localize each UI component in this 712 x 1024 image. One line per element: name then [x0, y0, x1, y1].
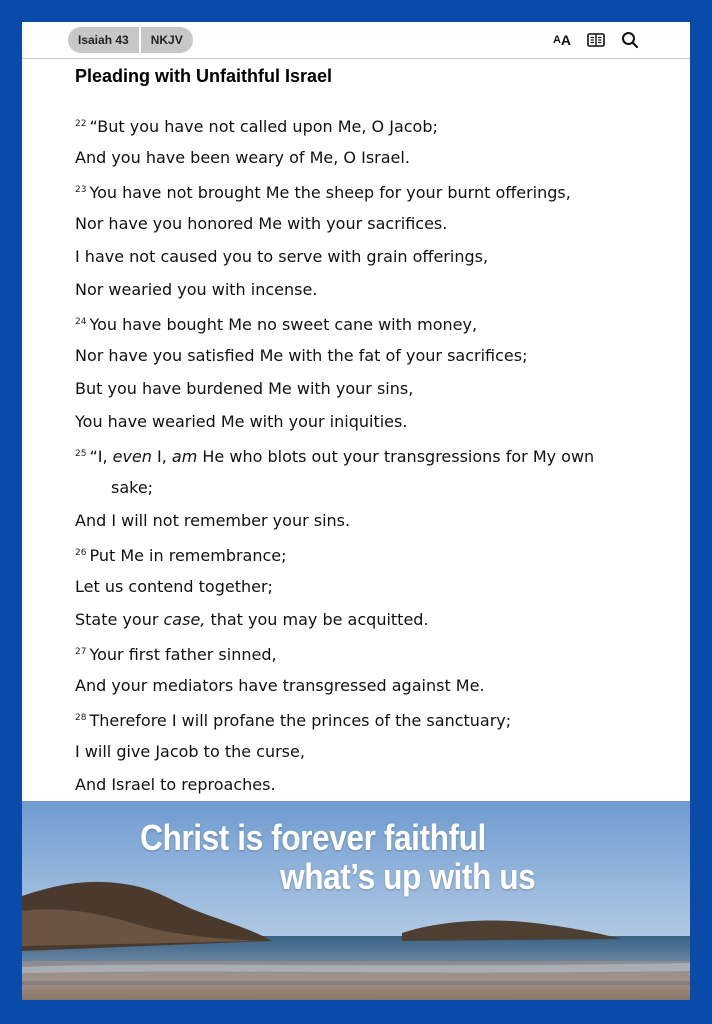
verse-line[interactable]	[75, 108, 665, 141]
banner-title-line2: what’s up with us	[280, 856, 536, 897]
verse-line[interactable]	[75, 636, 665, 669]
verse-text: “But you have not called upon Me, O Jacob;	[89, 117, 438, 136]
verse-number: 25	[75, 449, 87, 459]
verse-number: 24	[75, 317, 87, 327]
verse-line[interactable]	[75, 735, 665, 768]
verse-line[interactable]	[75, 207, 665, 240]
toolbar-icons	[552, 30, 640, 50]
verse-line[interactable]	[75, 339, 665, 372]
reference-pill	[68, 27, 193, 53]
reader-toolbar	[22, 22, 690, 59]
verse-text: Your first father sinned,	[89, 645, 277, 664]
verse-text: You have bought Me no sweet cane with money,	[89, 315, 478, 334]
verse-line[interactable]	[75, 768, 665, 801]
verse-text: And your mediators have transgressed against Me.	[75, 676, 485, 695]
verse-text: State your	[75, 610, 164, 629]
verse-text: Nor have you honored Me with your sacrifices.	[75, 214, 448, 233]
reader-frame	[22, 22, 690, 1000]
verse-line[interactable]	[75, 438, 665, 471]
verse-list	[75, 108, 665, 801]
verse-text-italic: case,	[163, 610, 206, 629]
verse-line[interactable]	[75, 702, 665, 735]
verse-number: 26	[75, 548, 87, 558]
verse-text: Nor wearied you with incense.	[75, 280, 318, 299]
translation-selector-button[interactable]: NKJV	[150, 33, 183, 47]
verse-line[interactable]	[75, 471, 665, 504]
font-size-small-glyph: A	[552, 34, 561, 46]
verse-text: And you have been weary of Me, O Israel.	[75, 148, 410, 167]
book-icon[interactable]	[586, 30, 606, 50]
verse-text: Put Me in remembrance;	[89, 546, 287, 565]
verse-line[interactable]	[75, 273, 665, 306]
verse-text: that you may be acquitted.	[205, 610, 429, 629]
verse-text: But you have burdened Me with your sins,	[75, 379, 414, 398]
verse-line[interactable]	[75, 504, 665, 537]
verse-text: And Israel to reproaches.	[75, 775, 276, 794]
verse-line[interactable]	[75, 405, 665, 438]
verse-line[interactable]	[75, 240, 665, 273]
verse-line[interactable]	[75, 570, 665, 603]
verse-number: 23	[75, 185, 87, 195]
verse-number: 27	[75, 647, 87, 657]
chapter-content	[75, 60, 665, 801]
verse-line[interactable]	[75, 141, 665, 174]
verse-text: Nor have you satisfied Me with the fat of your sacrifices;	[75, 346, 528, 365]
section-heading: Pleading with Unfaithful Israel	[75, 66, 333, 86]
verse-line[interactable]	[75, 603, 665, 636]
chapter-selector-button[interactable]: Isaiah 43	[78, 33, 129, 47]
verse-text-italic: am	[171, 447, 198, 466]
verse-text: He who blots out your transgressions for My own	[197, 447, 595, 466]
verse-line[interactable]	[75, 174, 665, 207]
banner-image	[22, 801, 690, 1000]
verse-text: sake;	[111, 478, 154, 497]
banner-title-line1: Christ is forever faithful	[140, 817, 486, 858]
verse-number: 28	[75, 713, 87, 723]
verse-text-italic: even	[112, 447, 152, 466]
verse-text: You have not brought Me the sheep for your burnt offerings,	[89, 183, 571, 202]
verse-text: Let us contend together;	[75, 577, 273, 596]
font-size-icon[interactable]	[552, 30, 572, 50]
verse-text: Therefore I will profane the princes of the sanctuary;	[89, 711, 512, 730]
verse-text: I have not caused you to serve with grain offerings,	[75, 247, 489, 266]
verse-line[interactable]	[75, 669, 665, 702]
verse-text: And I will not remember your sins.	[75, 511, 351, 530]
verse-line[interactable]	[75, 537, 665, 570]
verse-text: You have wearied Me with your iniquities.	[75, 412, 408, 431]
verse-text: I,	[151, 447, 172, 466]
search-icon[interactable]	[620, 30, 640, 50]
verse-text: “I,	[89, 447, 113, 466]
verse-line[interactable]	[75, 306, 665, 339]
verse-number: 22	[75, 119, 87, 129]
verse-text: I will give Jacob to the curse,	[75, 742, 305, 761]
font-size-big-glyph: A	[560, 32, 572, 48]
verse-line[interactable]	[75, 372, 665, 405]
